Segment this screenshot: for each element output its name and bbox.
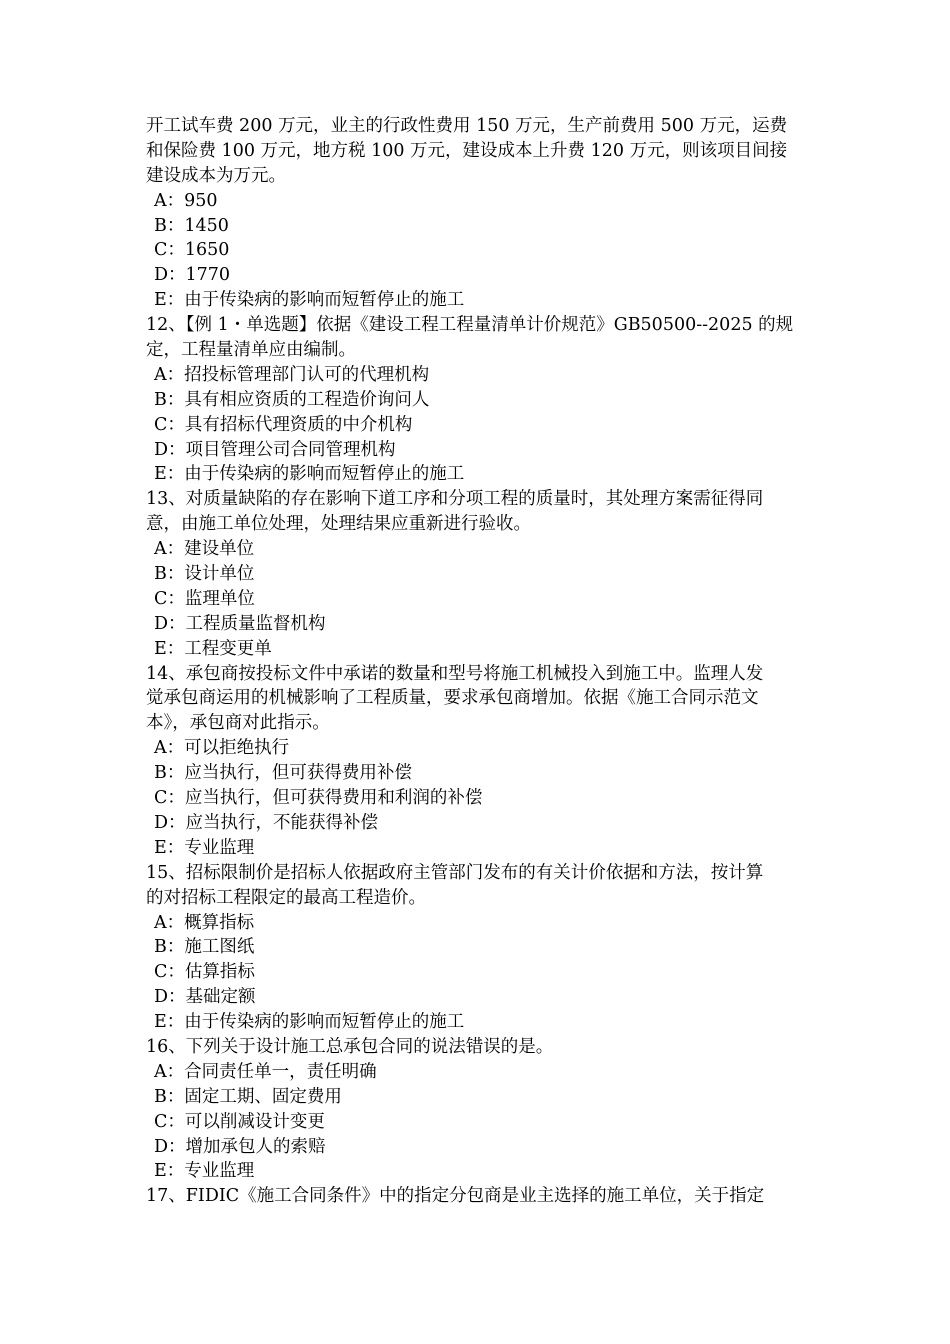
question-16 [146, 1035, 811, 1184]
question-12 [146, 313, 811, 487]
option-b: B：具有相应资质的工程造价询问人 [154, 389, 430, 410]
question-text-line: 开工试车费 200 万元，业主的行政性费用 150 万元，生产前费用 500 万元，运费 [146, 116, 788, 136]
option-c: C：应当执行，但可获得费用和利润的补偿 [154, 788, 483, 809]
option-b: B：施工图纸 [154, 937, 255, 958]
option-d: D：1770 [154, 265, 231, 286]
document-content [146, 114, 811, 1209]
question-text-line: 和保险费 100 万元，地方税 100 万元，建设成本上升费 120 万元，则该项目间接 [146, 140, 788, 161]
option-d: D：工程质量监督机构 [154, 613, 326, 634]
option-d: D：增加承包人的索赔 [154, 1136, 326, 1157]
option-a: A：合同责任单一，责任明确 [154, 1061, 377, 1082]
question-text-line: 本》，承包商对此指示。 [146, 713, 330, 734]
option-b: B：设计单位 [154, 564, 255, 585]
option-e: E：由于传染病的影响而短暂停止的施工 [154, 1012, 465, 1033]
question-text-line: 觉承包商运用的机械影响了工程质量，要求承包商增加。依据《施工合同示范文 [146, 688, 759, 709]
question-13 [146, 487, 811, 661]
question-15 [146, 861, 811, 1035]
option-c: C：估算指标 [154, 962, 255, 983]
question-text-line: 12、【例 1・单选题】依据《建设工程工程量清单计价规范》GB50500--2025 的规 [146, 315, 794, 336]
question-text-line: 14、承包商按投标文件中承诺的数量和型号将施工机械投入到施工中。监理人发 [146, 663, 764, 684]
question-text-line: 的对招标工程限定的最高工程造价。 [146, 887, 426, 908]
option-c: C：1650 [154, 240, 230, 261]
question-text-line: 15、招标限制价是招标人依据政府主管部门发布的有关计价依据和方法，按计算 [146, 862, 764, 883]
option-a: A：概算指标 [154, 912, 255, 933]
question-text-line: 16、下列关于设计施工总承包合同的说法错误的是。 [146, 1036, 554, 1057]
option-e: E：工程变更单 [154, 638, 272, 659]
question-text-line: 17、FIDIC《施工合同条件》中的指定分包商是业主选择的施工单位，关于指定 [146, 1186, 765, 1207]
question-text-line: 意，由施工单位处理，处理结果应重新进行验收。 [146, 514, 531, 535]
option-d: D：基础定额 [154, 987, 256, 1008]
question-text-line: 13、对质量缺陷的存在影响下道工序和分项工程的质量时，其处理方案需征得同 [146, 489, 764, 510]
option-c: C：监理单位 [154, 588, 255, 609]
option-e: E：专业监理 [154, 837, 255, 858]
option-a: A：建设单位 [154, 539, 255, 560]
option-d: D：应当执行，不能获得补偿 [154, 812, 379, 833]
option-a: A：950 [154, 190, 218, 211]
option-e: E：专业监理 [154, 1161, 255, 1182]
question-14 [146, 662, 811, 861]
option-e: E：由于传染病的影响而短暂停止的施工 [154, 464, 465, 485]
option-d: D：项目管理公司合同管理机构 [154, 439, 396, 460]
option-b: B：1450 [154, 215, 229, 236]
question-text-line: 定，工程量清单应由编制。 [146, 340, 356, 361]
option-e: E：由于传染病的影响而短暂停止的施工 [154, 290, 465, 311]
option-c: C：具有招标代理资质的中介机构 [154, 414, 413, 435]
option-b: B：固定工期、固定费用 [154, 1086, 342, 1107]
question-17 [146, 1184, 811, 1209]
option-a: A：招投标管理部门认可的代理机构 [154, 364, 430, 385]
option-b: B：应当执行，但可获得费用补偿 [154, 763, 412, 784]
question-11 [146, 114, 811, 313]
option-a: A：可以拒绝执行 [154, 738, 290, 759]
option-c: C：可以削减设计变更 [154, 1111, 325, 1132]
question-text-line: 建设成本为万元。 [146, 165, 286, 186]
